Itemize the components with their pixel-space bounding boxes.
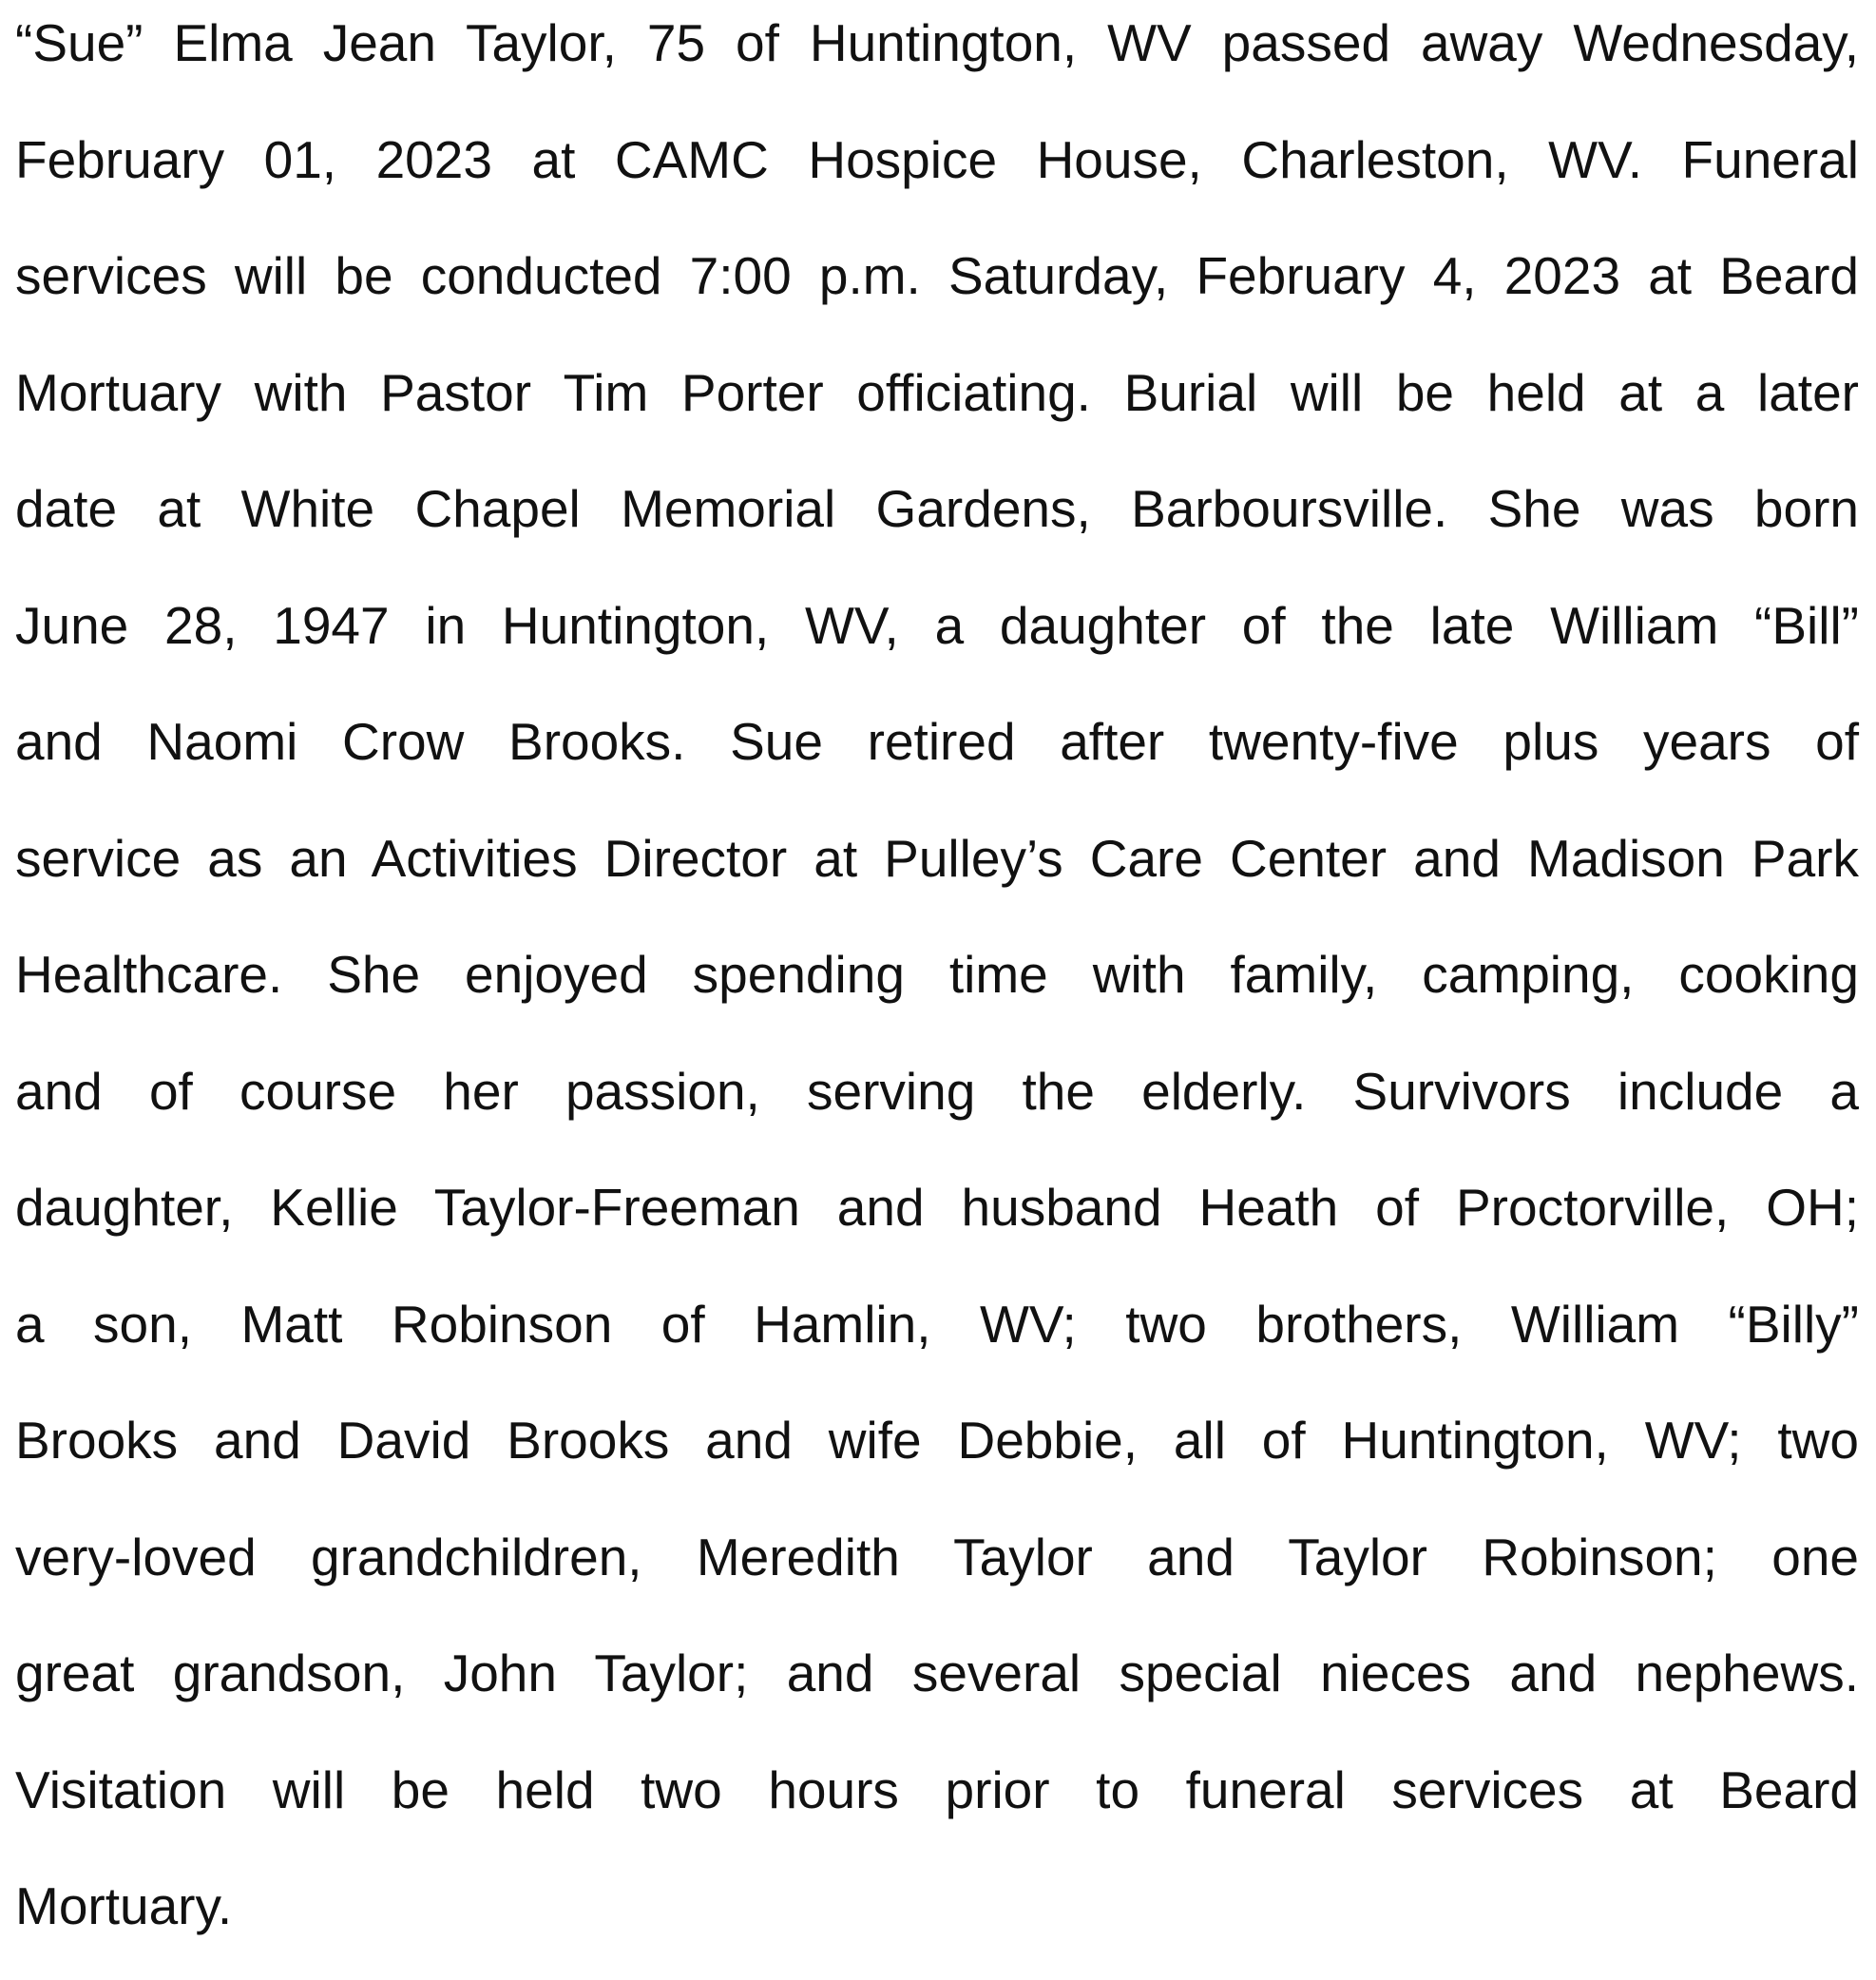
text-line: February 01, 2023 at CAMC Hospice House, Charleston, WV. Funeral [15, 129, 1859, 189]
text-line: daughter, Kellie Taylor-Freeman and husband Heath of Proctorville, OH; [15, 1178, 1859, 1237]
text-line: service as an Activities Director at Pulley’s Care Center and Madison Park [15, 828, 1859, 888]
text-line: “Sue” Elma Jean Taylor, 75 of Huntington, WV passed away Wednesday, [15, 13, 1859, 72]
text-line: a son, Matt Robinson of Hamlin, WV; two brothers, William “Billy” [15, 1294, 1859, 1354]
text-line: Brooks and David Brooks and wife Debbie, all of Huntington, WV; two [15, 1411, 1859, 1470]
text-line: Healthcare. She enjoyed spending time with family, camping, cooking [15, 945, 1859, 1004]
text-line: June 28, 1947 in Huntington, WV, a daughter of the late William “Bill” [15, 595, 1859, 655]
text-line: Mortuary with Pastor Tim Porter officiating. Burial will be held at a later [15, 362, 1859, 422]
text-line: very-loved grandchildren, Meredith Taylor and Taylor Robinson; one [15, 1527, 1859, 1586]
text-line: Visitation will be held two hours prior to funeral services at Beard [15, 1759, 1859, 1819]
text-line: and of course her passion, serving the elderly. Survivors include a [15, 1061, 1859, 1121]
text-line: date at White Chapel Memorial Gardens, Barboursville. She was born [15, 479, 1859, 538]
text-line: Mortuary. [15, 1876, 233, 1935]
obituary-text [15, 0, 1859, 1980]
text-line: and Naomi Crow Brooks. Sue retired after twenty-five plus years of [15, 712, 1859, 771]
text-line: services will be conducted 7:00 p.m. Saturday, February 4, 2023 at Beard [15, 246, 1859, 305]
text-line: great grandson, John Taylor; and several special nieces and nephews. [15, 1644, 1859, 1702]
